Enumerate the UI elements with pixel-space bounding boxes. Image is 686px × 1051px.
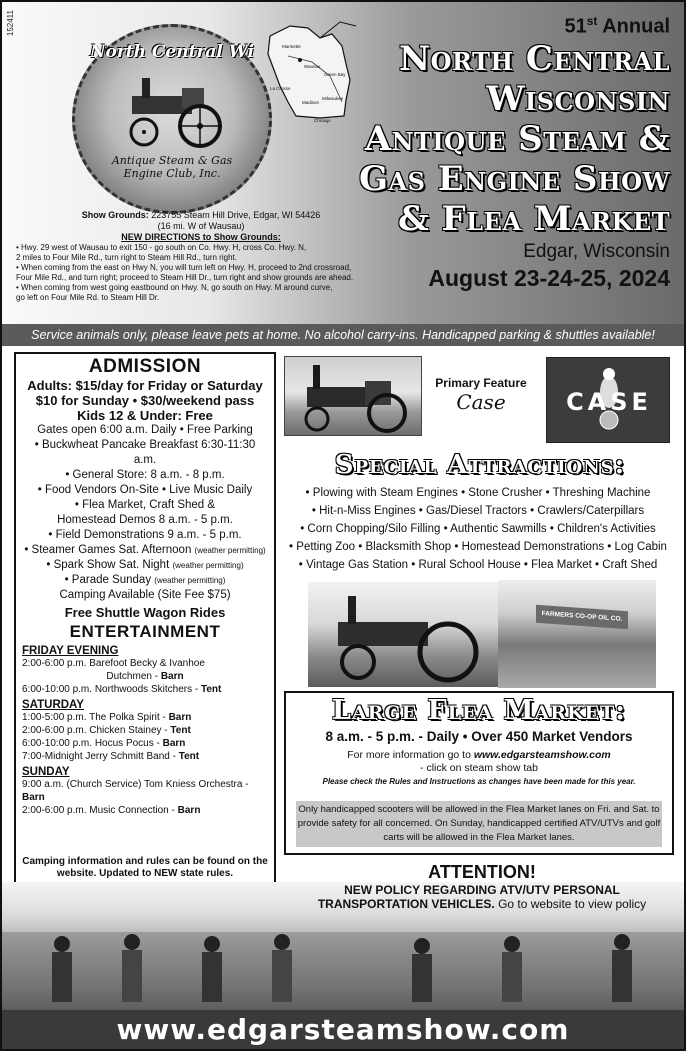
show-dates: August 23-24-25, 2024 [428, 264, 670, 291]
flea-market-box [284, 691, 674, 855]
special-attractions-list [280, 484, 676, 574]
attraction-line: • Plowing with Steam Engines • Stone Crusher • Threshing Machine [305, 487, 651, 499]
entertainment-title: ENTERTAINMENT [69, 622, 221, 641]
edgar-marker-icon [298, 58, 302, 62]
day-friday: FRIDAY EVENING [22, 645, 119, 657]
admission-box [14, 352, 276, 892]
location: Edgar, Wisconsin [523, 240, 670, 262]
title-line-5: & Flea Market [397, 198, 670, 239]
day-sunday: SUNDAY [22, 766, 70, 778]
admission-line: • Steamer Games Sat. Afternoon (weather permitting) [24, 544, 266, 556]
logo-subtitle-1: Antique Steam & Gas [111, 154, 233, 167]
admission-line: Homestead Demos 8 a.m. - 5 p.m. [57, 514, 233, 526]
ad-number: 152411 [6, 10, 15, 37]
event-line: Dutchmen - Barn [106, 671, 184, 682]
day-saturday: SATURDAY [22, 699, 84, 711]
flea-market-info: For more information go to www.edgarsteamshow.com - click on steam show tab [347, 749, 611, 774]
direction-line: go left on Four Mile Rd. to Steam Hill Dr. [16, 293, 160, 302]
primary-feature-label: Primary Feature [435, 376, 527, 390]
attraction-line: • Vintage Gas Station • Rural School House • Flea Market • Craft Shed [298, 559, 658, 571]
website-link[interactable]: www.edgarsteamshow.com [473, 749, 611, 761]
admission-price-3: Kids 12 & Under: Free [77, 408, 213, 423]
event-line: 6:00-10:00 p.m. Hocus Pocus - Barn [22, 738, 186, 749]
case-logo-text: CASE [566, 388, 652, 416]
case-logo [546, 357, 670, 443]
event-line: 6:00-10:00 p.m. Northwoods Skitchers - Tent [22, 684, 222, 695]
primary-feature [426, 376, 536, 414]
show-grounds-info: Show Grounds: 223755 Steam Hill Drive, Edgar, WI 54426 (16 mi. W of Wausau) NEW DIRECTIONS to Show Grounds: • Hwy. 29 west of Wausau to exit 150 - go south on Co. Hwy. H, cross Co. Hwy. N, 2 miles to Four Mile Rd., turn right to Steam Hill Rd., turn right. • When coming from the east on Hwy N, you will turn left on Hwy. H, proceed to 2nd crossroad, Four Mile Rd., and turn right; proceed to Steam Hill Dr., turn right and show grounds are ahead. • When coming from west going eastbound on Hwy. N, go south on Hwy. M around curve, go left on Four Mile Rd. to Steam Hill Dr. [16, 210, 386, 303]
map-label-madison: Madison [302, 100, 320, 105]
map-label-green-bay: Green Bay [324, 72, 346, 77]
event-line: 7:00-Midnight Jerry Schmitt Band - Tent [22, 751, 200, 762]
map-label-la-crosse: La Crosse [270, 86, 291, 91]
attention-title: ATTENTION! [428, 862, 536, 882]
title-line-1: North Central [399, 38, 670, 79]
website-banner[interactable]: www.edgarsteamshow.com [2, 1010, 684, 1049]
scooter-policy: Only handicapped scooters will be allowed in the Flea Market lanes on Fri. and Sat. to provide safety for all concerned. On Sunday, handicapped certified ATV/UTVs and golf carts will be allowed in the Flea Market lanes. [296, 801, 662, 847]
attraction-line: • Corn Chopping/Silo Filling • Authentic Sawmills • Children's Activities [300, 523, 656, 535]
event-line: 2:00-6:00 p.m. Music Connection - Barn [22, 805, 201, 816]
admission-price-2: $10 for Sunday • $30/weekend pass [35, 393, 255, 408]
directions-title: NEW DIRECTIONS to Show Grounds: [121, 232, 281, 242]
title-line-2: Wisconsin [486, 78, 670, 119]
policy-bar: Service animals only, please leave pets at home. No alcohol carry-ins. Handicapped parking & shuttles available! [2, 324, 684, 346]
admission-line: • Food Vendors On-Site • Live Music Daily [37, 484, 253, 496]
event-line: 1:00-5:00 p.m. The Polka Spirit - Barn [22, 712, 192, 723]
flea-market-hours: 8 a.m. - 5 p.m. - Daily • Over 450 Market Vendors [325, 729, 633, 744]
attraction-line: • Hit-n-Miss Engines • Gas/Diesel Tractors • Crawlers/Caterpillars [311, 505, 645, 517]
rules-note: Please check the Rules and Instructions as changes have been made for this year. [322, 777, 636, 786]
primary-feature-name: Case [456, 390, 506, 414]
attraction-line: • Petting Zoo • Blacksmith Shop • Homestead Demonstrations • Log Cabin [289, 541, 667, 553]
admission-line: • Buckwheat Pancake Breakfast 6:30-11:30 a.m. [34, 439, 256, 466]
admission-line: • Parade Sunday (weather permitting) [64, 574, 226, 586]
direction-line: • When coming from west going eastbound on Hwy. N, go south on Hwy. M around curve, [16, 283, 333, 292]
steam-engine-icon [285, 357, 422, 436]
logo-title: North Central Wi [89, 42, 255, 62]
club-logo [72, 24, 272, 214]
title-line-3: Antique Steam & [364, 118, 670, 159]
admission-line: • General Store: 8 a.m. - 8 p.m. [65, 469, 225, 481]
steam-engine-photo [284, 356, 422, 436]
header [2, 2, 684, 324]
direction-line: • Hwy. 29 west of Wausau to exit 150 - go south on Co. Hwy. H, cross Co. Hwy. N, [16, 243, 307, 252]
admission-line: • Flea Market, Craft Shed & [74, 499, 216, 511]
attention-notice: ATTENTION! NEW POLICY REGARDING ATV/UTV PERSONAL TRANSPORTATION VEHICLES. Go to website to view policy [302, 862, 662, 911]
map-label-milwaukee: Milwaukee [322, 96, 344, 101]
admission-line: • Spark Show Sat. Night (weather permitting) [46, 559, 244, 571]
direction-line: Four Mile Rd., and turn right; proceed to Steam Hill Dr., turn right and show grounds are ahead. [16, 273, 354, 282]
admission-title: ADMISSION [88, 356, 202, 377]
direction-line: • When coming from the east on Hwy N, you will turn left on Hwy. H, proceed to 2nd crossroad, [16, 263, 352, 272]
title-line-4: Gas Engine Show [358, 158, 670, 199]
direction-line: 2 miles to Four Mile Rd., turn right to Steam Hill Rd., turn right. [16, 253, 237, 262]
logo-subtitle-2: Engine Club, Inc. [123, 167, 221, 181]
map-label-marinette: Marinette [282, 44, 301, 49]
flea-market-title: Large Flea Market: [331, 695, 627, 726]
admission-line: Gates open 6:00 a.m. Daily • Free Parking [37, 424, 253, 436]
admission-price-1: Adults: $15/day for Friday or Saturday [27, 378, 263, 393]
event-line: 2:00-6:00 p.m. Barefoot Becky & Ivanhoe [22, 658, 205, 669]
directions-list [16, 243, 386, 303]
shuttle-rides: Free Shuttle Wagon Rides [64, 605, 226, 620]
tractor-photo [308, 582, 498, 687]
event-line: 9:00 a.m. (Church Service) Tom Kniess Orchestra - Barn [22, 779, 249, 803]
admission-line: • Field Demonstrations 9 a.m. - 5 p.m. [48, 529, 242, 541]
map-label-chicago: Chicago [314, 118, 331, 123]
event-line: 2:00-6:00 p.m. Chicken Stainey - Tent [22, 725, 191, 736]
tractor-icon [308, 582, 498, 687]
camping-info: Camping information and rules can be found on the website. Updated to NEW state rules. [22, 856, 268, 879]
camping-fee: Camping Available (Site Fee $75) [59, 589, 231, 601]
steam-engine-icon [112, 74, 232, 149]
annual-label: 51st Annual [564, 14, 670, 38]
map-label-wausau: Wausau [304, 64, 321, 69]
gas-station-photo [498, 580, 656, 688]
special-attractions-title: Special Attractions: [334, 450, 626, 480]
co-op-sign: FARMERS CO-OP OIL CO. [536, 605, 628, 629]
